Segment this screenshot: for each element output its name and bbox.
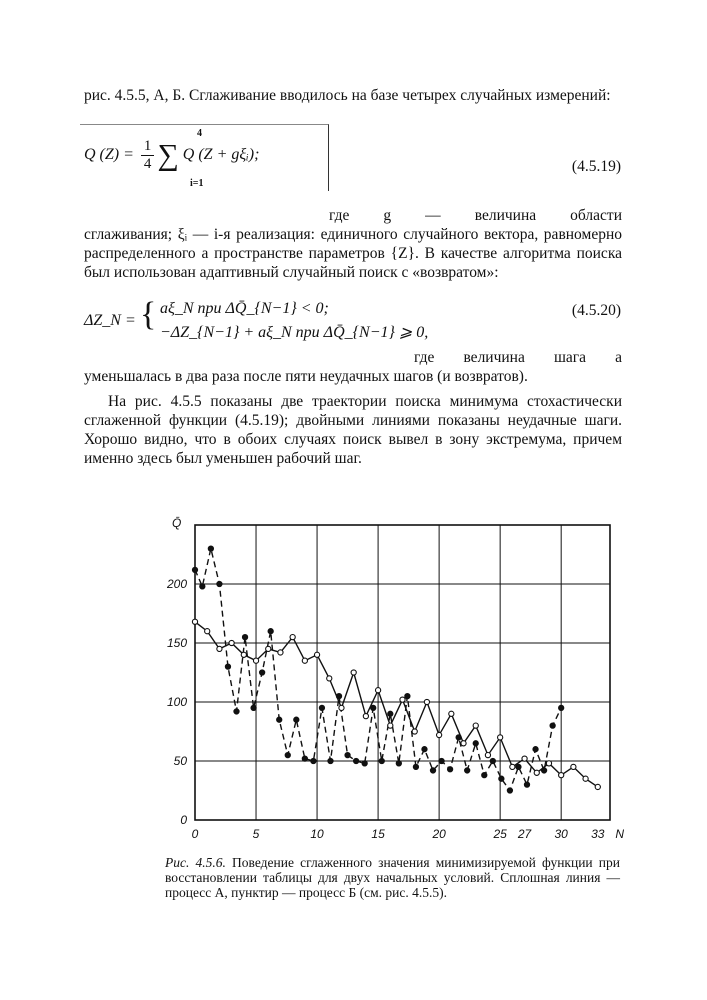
x-tick-label: 0 — [191, 827, 199, 841]
x-tick-label: 10 — [310, 827, 324, 841]
data-point — [363, 714, 368, 719]
data-point — [205, 629, 210, 634]
data-point — [362, 761, 367, 766]
eq2-case-2: −ΔZ_{N−1} + aξ_N при ΔQ̄_{N−1} ⩾ 0, — [160, 324, 429, 341]
data-point — [192, 619, 197, 624]
eq1-lhs: Q (Z) = — [84, 146, 138, 164]
data-point — [437, 732, 442, 737]
data-point — [229, 640, 234, 645]
equation-4-5-19 — [84, 138, 259, 173]
data-point — [311, 758, 316, 763]
data-point — [354, 758, 359, 763]
equation-number-4-5-19: (4.5.19) — [571, 158, 621, 175]
paragraph-where-g: где g — величина области — [329, 207, 622, 224]
x-tick-label: 25 — [493, 827, 507, 841]
data-point — [448, 767, 453, 772]
data-point — [268, 629, 273, 634]
x-tick-label: 30 — [554, 827, 568, 841]
data-point — [379, 758, 384, 763]
data-point — [217, 646, 222, 651]
data-point — [424, 699, 429, 704]
data-point — [412, 729, 417, 734]
data-point — [461, 741, 466, 746]
data-point — [314, 652, 319, 657]
data-point — [400, 697, 405, 702]
data-point — [449, 711, 454, 716]
data-point — [345, 753, 350, 758]
paragraph-intro: рис. 4.5.5, А, Б. Сглаживание вводилось на базе четырех случайных измерений: — [84, 87, 611, 104]
y-axis-label: Q̄ — [172, 516, 182, 530]
figure-caption — [165, 855, 620, 900]
data-point — [192, 567, 197, 572]
data-point — [241, 652, 246, 657]
caption-label: Рис. 4.5.6. — [165, 855, 226, 870]
y-tick-label: 100 — [166, 695, 187, 709]
data-point — [327, 676, 332, 681]
data-point — [217, 581, 222, 586]
data-point — [482, 773, 487, 778]
data-point — [550, 723, 555, 728]
data-point — [339, 705, 344, 710]
data-point — [413, 764, 418, 769]
data-point — [405, 694, 410, 699]
data-point — [251, 705, 256, 710]
y-tick-label: 200 — [166, 577, 187, 591]
eq1-fraction — [141, 138, 155, 173]
equation-number-4-5-20: (4.5.20) — [571, 302, 621, 319]
data-point — [302, 756, 307, 761]
y-tick-label: 150 — [166, 636, 187, 650]
x-tick-label: 33 — [591, 827, 605, 841]
data-point — [522, 756, 527, 761]
x-tick-label: 20 — [432, 827, 446, 841]
chart-grid — [195, 525, 610, 820]
data-point — [510, 764, 515, 769]
eq1-rhs: Q (Z + gξᵢ); — [182, 146, 260, 164]
eq1-denominator: 4 — [143, 156, 152, 172]
data-point — [242, 635, 247, 640]
data-point — [583, 776, 588, 781]
data-point — [439, 758, 444, 763]
paragraph-step-halving: уменьшалась в два раза после пяти неудачных шагов (и возвратов). — [84, 368, 528, 385]
data-point — [571, 764, 576, 769]
eq1-sum-top: 4 — [197, 128, 202, 139]
data-point — [473, 723, 478, 728]
data-point — [208, 546, 213, 551]
data-point — [234, 709, 239, 714]
data-point — [266, 646, 271, 651]
y-tick-label: 0 — [180, 813, 187, 827]
data-point — [595, 784, 600, 789]
data-point — [490, 758, 495, 763]
data-point — [388, 723, 393, 728]
data-point — [351, 670, 356, 675]
data-point — [302, 658, 307, 663]
eq1-sum-bottom: i=1 — [190, 178, 204, 189]
paragraph-smoothing: сглаживания; ξᵢ — i-я реализация: единичного случайного вектора, равномерно распределенного а пространстве параметров {Z}. В качестве алгоритма поиска был использован адаптивный случайный поиск с «возвратом»: — [84, 226, 622, 281]
data-point — [516, 764, 521, 769]
data-point — [200, 584, 205, 589]
data-point — [533, 747, 538, 752]
data-point — [499, 776, 504, 781]
data-point — [396, 761, 401, 766]
data-point — [498, 735, 503, 740]
paragraph-results: На рис. 4.5.5 показаны две траектории поиска минимума стохастически сглаженной функции (4.5.19); двойными линиями показаны неудачные шаги. Хорошо видно, что в обоих случаях поиск вывел в зону экстремума, причем именно здесь был уменьшен рабочий шаг. — [84, 393, 622, 467]
data-point — [388, 711, 393, 716]
data-point — [319, 705, 324, 710]
paragraph-where-a: где величина шага a — [414, 349, 622, 366]
eq2-case-1: aξ_N при ΔQ̄_{N−1} < 0; — [160, 300, 329, 317]
data-point — [253, 658, 258, 663]
data-point — [507, 788, 512, 793]
caption-text: Поведение сглаженного значения минимизируемой функции при восстановлении таблицы для двух начальных условий. Сплошная линия — процесс А, пунктир — процесс Б (см. рис. 4.5.5). — [165, 855, 620, 900]
x-tick-label: N — [615, 827, 625, 841]
data-point — [375, 688, 380, 693]
plot-frame — [195, 525, 610, 820]
eq2-lhs: ΔZ_N = — [84, 312, 136, 329]
figure-4-5-6-chart — [150, 505, 630, 850]
eq1-numerator: 1 — [141, 138, 155, 156]
sum-sign: ∑ — [157, 138, 179, 172]
data-point — [524, 782, 529, 787]
data-point — [485, 753, 490, 758]
x-tick-label: 27 — [517, 827, 532, 841]
data-point — [225, 664, 230, 669]
data-point — [422, 747, 427, 752]
data-point — [260, 670, 265, 675]
data-point — [465, 768, 470, 773]
data-point — [546, 761, 551, 766]
data-point — [277, 717, 282, 722]
x-tick-label: 15 — [371, 827, 385, 841]
eq2-brace: { — [140, 296, 157, 333]
data-point — [559, 705, 564, 710]
data-point — [328, 758, 333, 763]
data-point — [559, 773, 564, 778]
y-tick-label: 50 — [173, 754, 187, 768]
data-point — [278, 650, 283, 655]
data-point — [473, 741, 478, 746]
data-point — [294, 717, 299, 722]
data-point — [534, 770, 539, 775]
data-point — [285, 753, 290, 758]
data-point — [430, 768, 435, 773]
x-tick-label: 5 — [252, 827, 260, 841]
data-point — [290, 635, 295, 640]
